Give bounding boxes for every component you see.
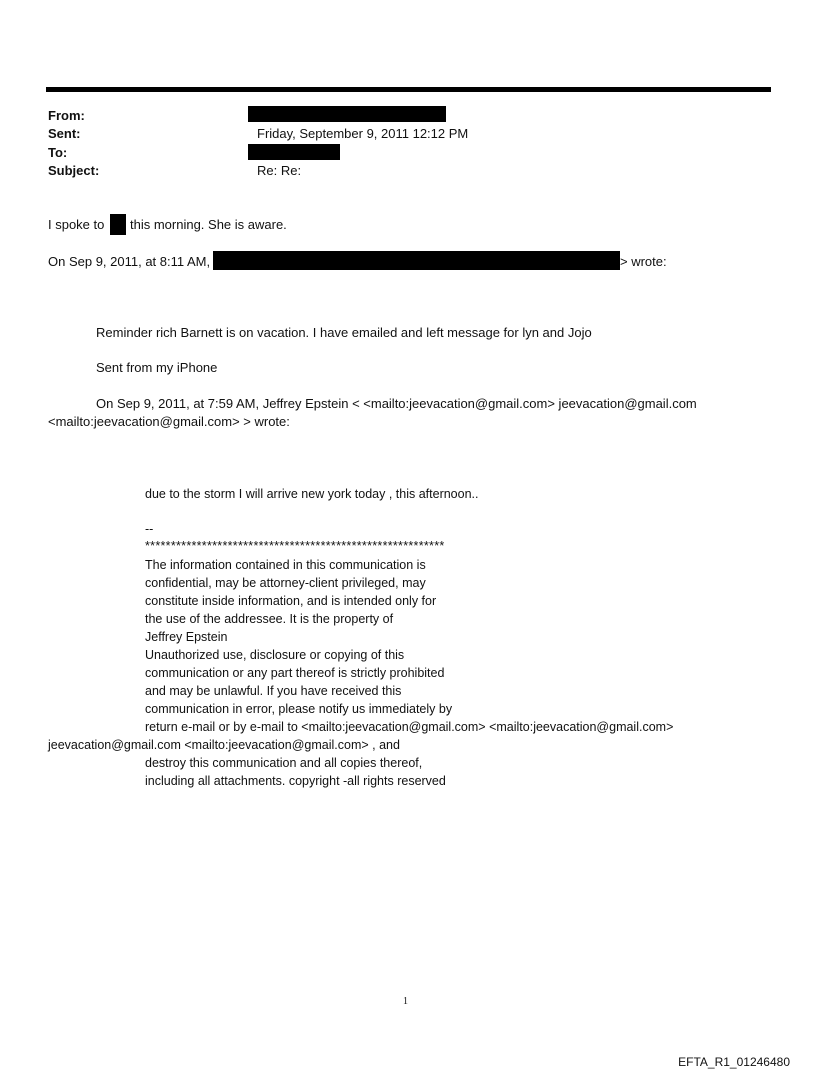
- redaction-to: [248, 144, 340, 160]
- inner-dashes: --: [145, 522, 154, 536]
- sent-value: Friday, September 9, 2011 12:12 PM: [257, 126, 469, 141]
- redaction-from: [248, 106, 446, 122]
- message-line1-part2: this morning. She is aware.: [130, 217, 287, 232]
- disclaimer-line: confidential, may be attorney-client privileged, may: [145, 576, 426, 590]
- sent-label: Sent:: [48, 126, 81, 141]
- quoted-attribution-line2: <mailto:jeevacation@gmail.com> > wrote:: [48, 414, 290, 429]
- disclaimer-wrap-line: jeevacation@gmail.com <mailto:jeevacation@gmail.com> , and: [48, 738, 400, 752]
- inner-stars: **********************************************************: [145, 539, 445, 553]
- disclaimer-line: Jeffrey Epstein: [145, 630, 228, 644]
- message-line2-part1: On Sep 9, 2011, at 8:11 AM,: [48, 254, 211, 269]
- quoted-signature: Sent from my iPhone: [96, 360, 218, 375]
- from-label: From:: [48, 108, 85, 123]
- quoted-attribution-line1: On Sep 9, 2011, at 7:59 AM, Jeffrey Epstein < <mailto:jeevacation@gmail.com> jeevacation@gmail.com: [96, 396, 697, 411]
- disclaimer-line: The information contained in this communication is: [145, 558, 426, 572]
- page-number: 1: [403, 996, 408, 1007]
- subject-label: Subject:: [48, 163, 100, 178]
- redaction-name: [110, 214, 126, 235]
- disclaimer-line: communication in error, please notify us immediately by: [145, 702, 453, 716]
- inner-storm-line: due to the storm I will arrive new york today , this afternoon..: [145, 487, 479, 501]
- disclaimer-line: the use of the addressee. It is the property of: [145, 612, 394, 626]
- disclaimer-line: return e-mail or by e-mail to <mailto:jeevacation@gmail.com> <mailto:jeevacation@gmail.com>: [145, 720, 674, 734]
- subject-value: Re: Re:: [257, 163, 302, 178]
- message-line2-part2: > wrote:: [620, 254, 667, 269]
- redaction-sender: [213, 251, 620, 270]
- disclaimer-line: and may be unlawful. If you have received this: [145, 684, 402, 698]
- closing-line: destroy this communication and all copies thereof,: [145, 756, 423, 770]
- document-id: EFTA_R1_01246480: [678, 1055, 790, 1069]
- quoted-reminder: Reminder rich Barnett is on vacation. I have emailed and left message for lyn and Jojo: [96, 325, 592, 340]
- disclaimer-line: constitute inside information, and is intended only for: [145, 594, 437, 608]
- disclaimer-block: [145, 556, 673, 736]
- header-rule: [46, 87, 771, 92]
- message-line1-part1: I spoke to: [48, 217, 105, 232]
- to-label: To:: [48, 145, 68, 160]
- disclaimer-line: communication or any part thereof is strictly prohibited: [145, 666, 445, 680]
- disclaimer-line: Unauthorized use, disclosure or copying of this: [145, 648, 405, 662]
- closing-line: including all attachments. copyright -all rights reserved: [145, 774, 446, 788]
